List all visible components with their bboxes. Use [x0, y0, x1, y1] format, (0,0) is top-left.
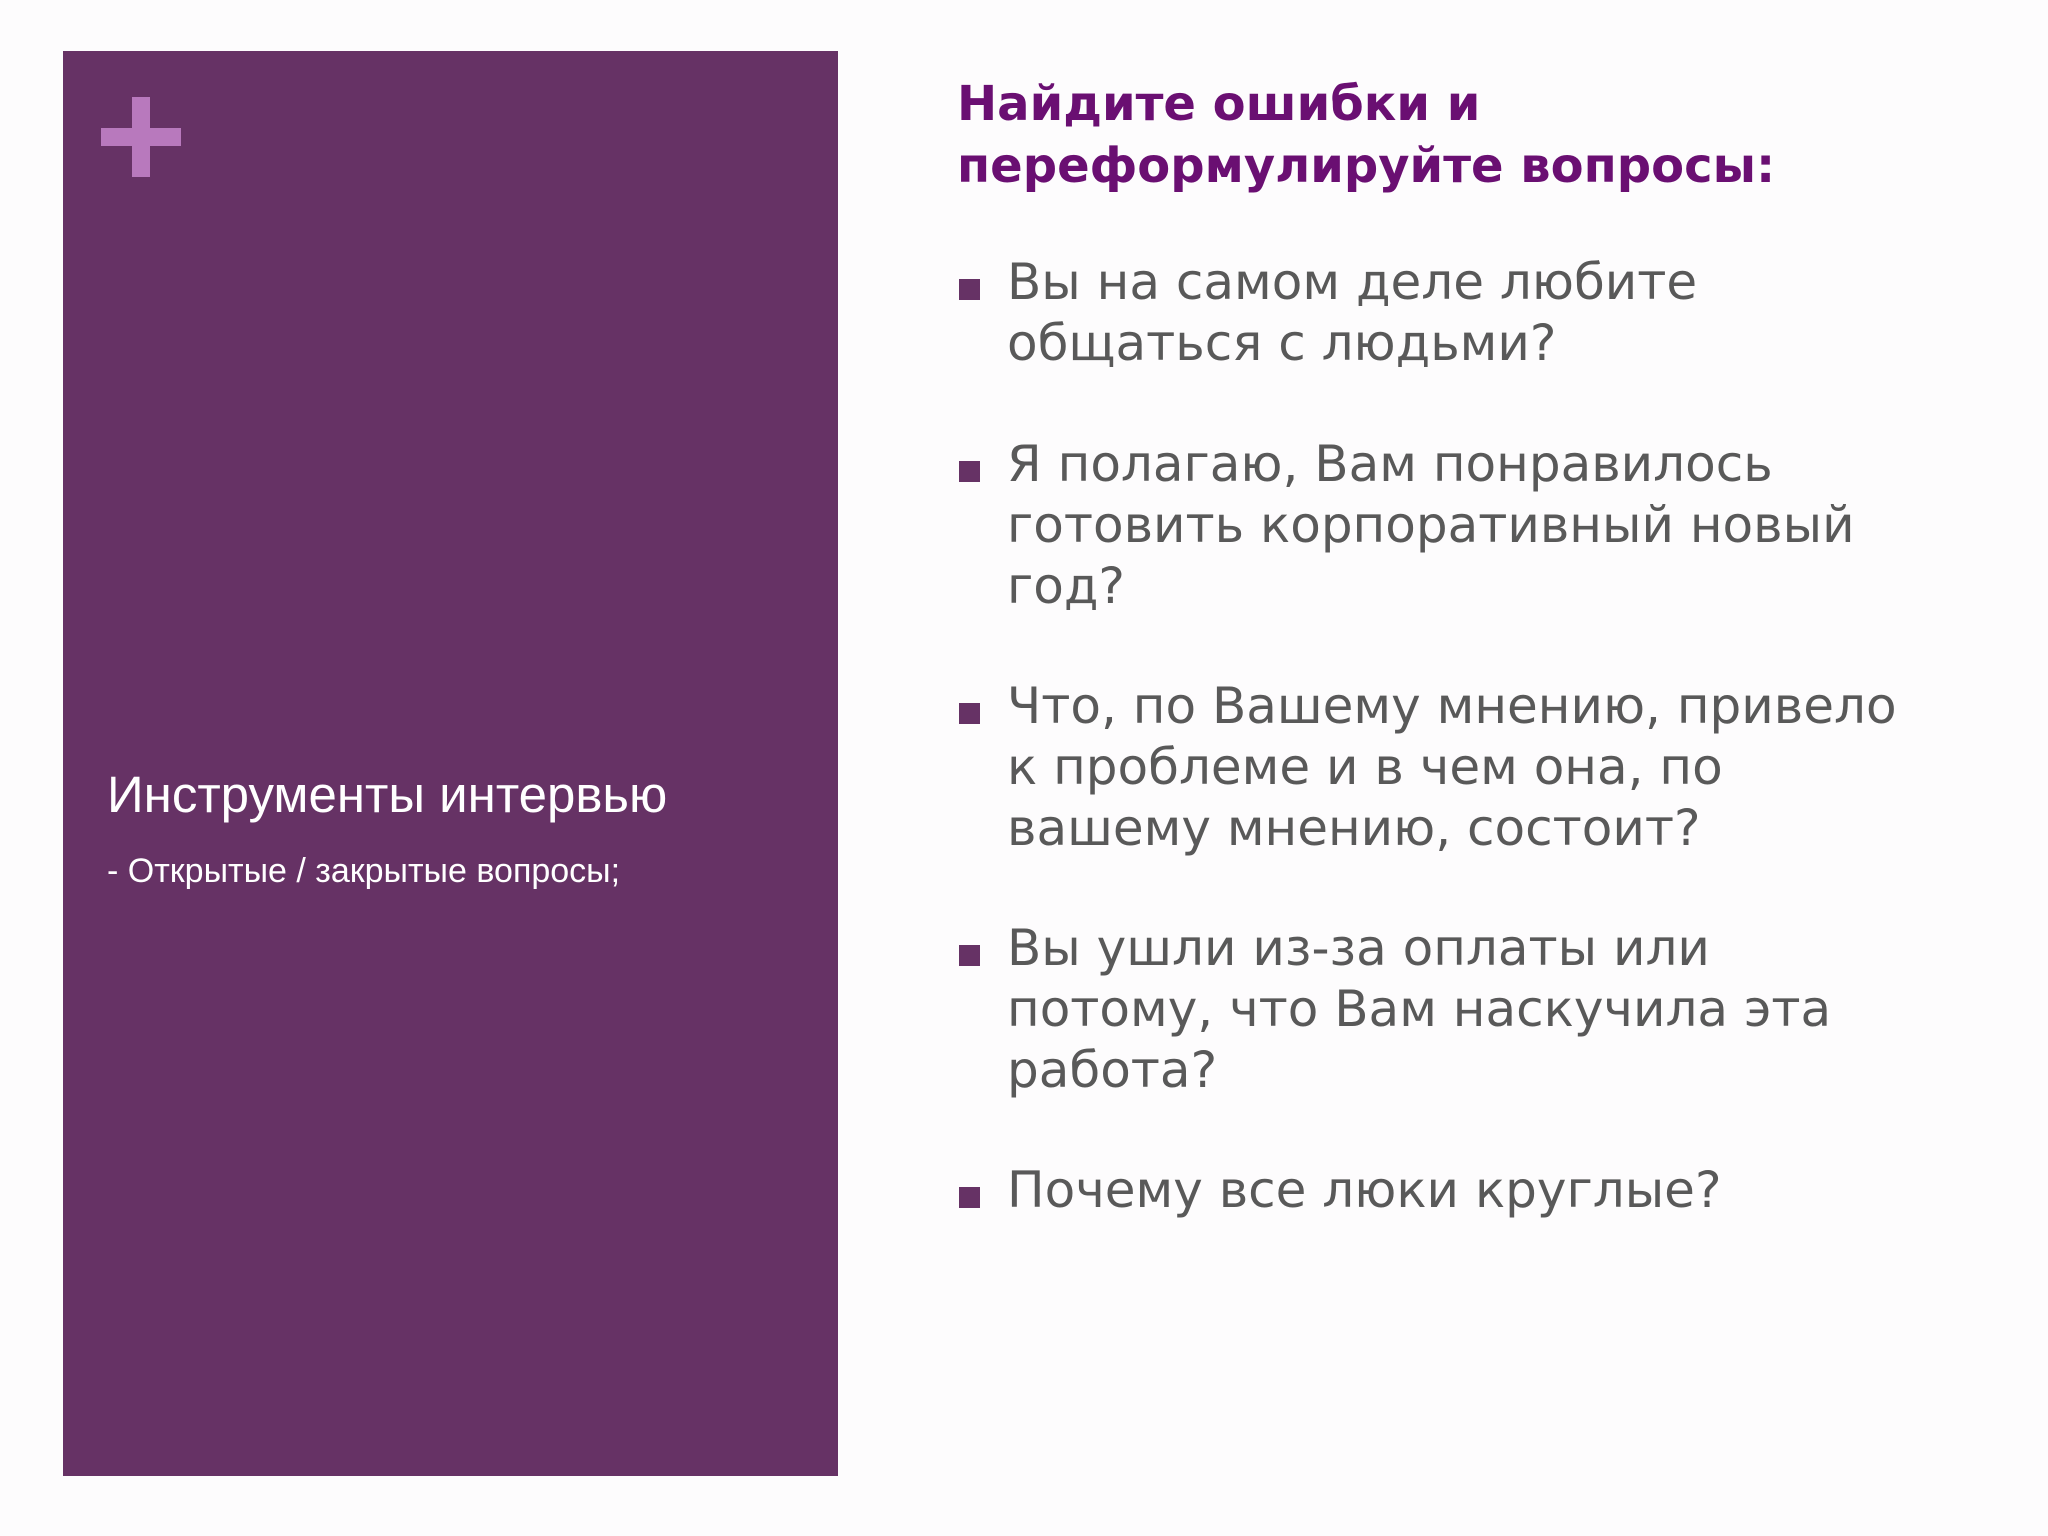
bullet-square-icon — [959, 1187, 980, 1208]
bullet-text — [1007, 676, 2007, 859]
bullet-text — [1007, 434, 2007, 617]
bullet-text — [1007, 252, 2007, 374]
bullet-line: вашему мнению, состоит? — [1007, 799, 1701, 857]
panel-title: Инструменты интервью — [107, 766, 668, 823]
bullet-line: год? — [1007, 557, 1125, 615]
bullet-line: работа? — [1007, 1041, 1218, 1099]
bullet-text — [1007, 1160, 2007, 1221]
panel-subtitle: - Открытые / закрытые вопросы; — [107, 852, 621, 890]
bullet-square-icon — [959, 461, 980, 482]
bullet-line: Вы ушли из-за оплаты или — [1007, 919, 1710, 977]
bullet-text — [1007, 918, 2007, 1101]
plus-icon — [101, 97, 181, 177]
left-panel — [63, 51, 838, 1476]
heading-line: переформулируйте вопросы: — [957, 138, 1776, 194]
bullet-square-icon — [959, 279, 980, 300]
bullet-line: Я полагаю, Вам понравилось — [1007, 435, 1773, 493]
bullet-line: Что, по Вашему мнению, привело — [1007, 677, 1897, 735]
bullet-line: потому, что Вам наскучила эта — [1007, 980, 1832, 1038]
bullet-line: к проблеме и в чем она, по — [1007, 738, 1723, 796]
plus-icon-vertical-bar — [132, 97, 150, 177]
bullet-line: общаться с людьми? — [1007, 314, 1557, 372]
heading-line: Найдите ошибки и — [957, 76, 1481, 132]
bullet-square-icon — [959, 703, 980, 724]
bullet-square-icon — [959, 945, 980, 966]
bullet-line: Вы на самом деле любите — [1007, 253, 1698, 311]
bullet-line: готовить корпоративный новый — [1007, 496, 1855, 554]
bullet-line: Почему все люки круглые? — [1007, 1161, 1722, 1219]
bullet-list — [957, 0, 2017, 1536]
